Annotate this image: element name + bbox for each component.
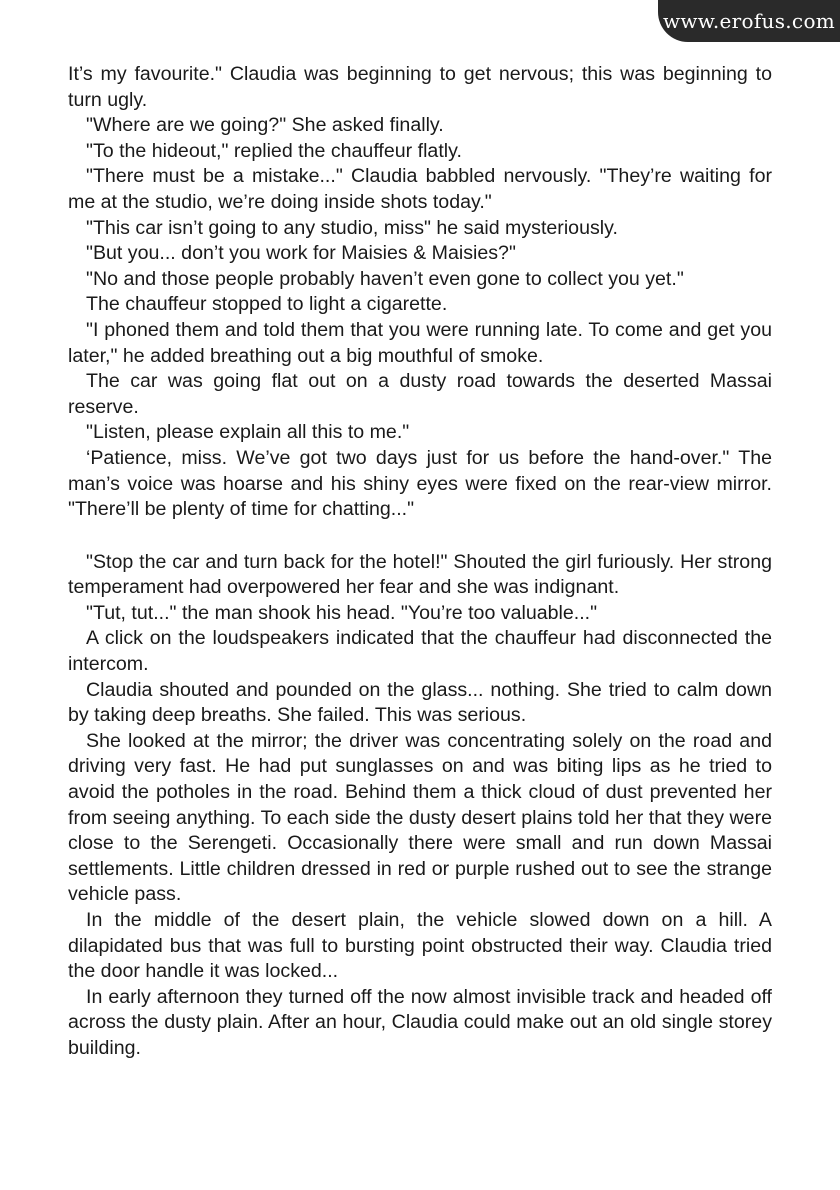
paragraph: "No and those people probably haven’t even gone to collect you yet."	[86, 267, 684, 290]
paragraph: In early afternoon they turned off the now almost invisible track and headed off across the dusty plain. After an hour, Claudia could make out an old single storey building.	[68, 985, 772, 1059]
section-break	[68, 523, 772, 550]
paragraph: A click on the loudspeakers indicated that the chauffeur had disconnected the intercom.	[68, 627, 772, 676]
paragraph: She looked at the mirror; the driver was concentrating solely on the road and driving very fast. He had put sunglasses on and was biting lips as he tried to avoid the potholes in the road. Behind them a thick cloud of dust prevented her from seeing anything. To each side the dusty desert plains told her that they were close to the Serengeti. Occasionally there were small and run down Massai settlements. Little children dressed in red or purple rushed out to see the strange vehicle pass.	[68, 729, 772, 906]
watermark-text: www.erofus.com	[662, 9, 836, 33]
story-section-1	[68, 62, 772, 523]
paragraph: Claudia shouted and pounded on the glass... nothing. She tried to calm down by taking deep breaths. She failed. This was serious.	[68, 678, 772, 727]
paragraph: "There must be a mistake..." Claudia babbled nervously. "They’re waiting for me at the studio, we’re doing inside shots today."	[68, 165, 772, 213]
paragraph: ‘Patience, miss. We’ve got two days just for us before the hand-over." The man’s voice was hoarse and his shiny eyes were fixed on the rear-view mirror. "There’ll be plenty of time for chatting..."	[68, 446, 772, 521]
paragraph: "Listen, please explain all this to me."	[86, 421, 410, 444]
site-watermark	[658, 0, 840, 42]
paragraph: "To the hideout," replied the chauffeur flatly.	[86, 139, 462, 162]
paragraph: In the middle of the desert plain, the vehicle slowed down on a hill. A dilapidated bus that was full to bursting point obstructed their way. Claudia tried the door handle it was locked...	[68, 909, 772, 983]
paragraph: "But you... don’t you work for Maisies & Maisies?"	[86, 242, 516, 265]
story-page	[68, 62, 772, 1062]
story-section-2	[68, 550, 772, 1062]
paragraph: "This car isn’t going to any studio, miss" he said mysteriously.	[86, 216, 618, 239]
paragraph: The chauffeur stopped to light a cigarette.	[86, 293, 448, 316]
paragraph: The car was going flat out on a dusty road towards the deserted Massai reserve.	[68, 370, 772, 418]
paragraph: "Where are we going?" She asked finally.	[86, 114, 444, 137]
paragraph: It’s my favourite." Claudia was beginning to get nervous; this was beginning to turn ugly.	[68, 63, 772, 111]
paragraph: "Stop the car and turn back for the hotel!" Shouted the girl furiously. Her strong temperament had overpowered her fear and she was indignant.	[68, 550, 772, 599]
paragraph: "I phoned them and told them that you were running late. To come and get you later," he added breathing out a big mouthful of smoke.	[68, 318, 772, 367]
paragraph: "Tut, tut..." the man shook his head. "You’re too valuable..."	[86, 601, 598, 624]
